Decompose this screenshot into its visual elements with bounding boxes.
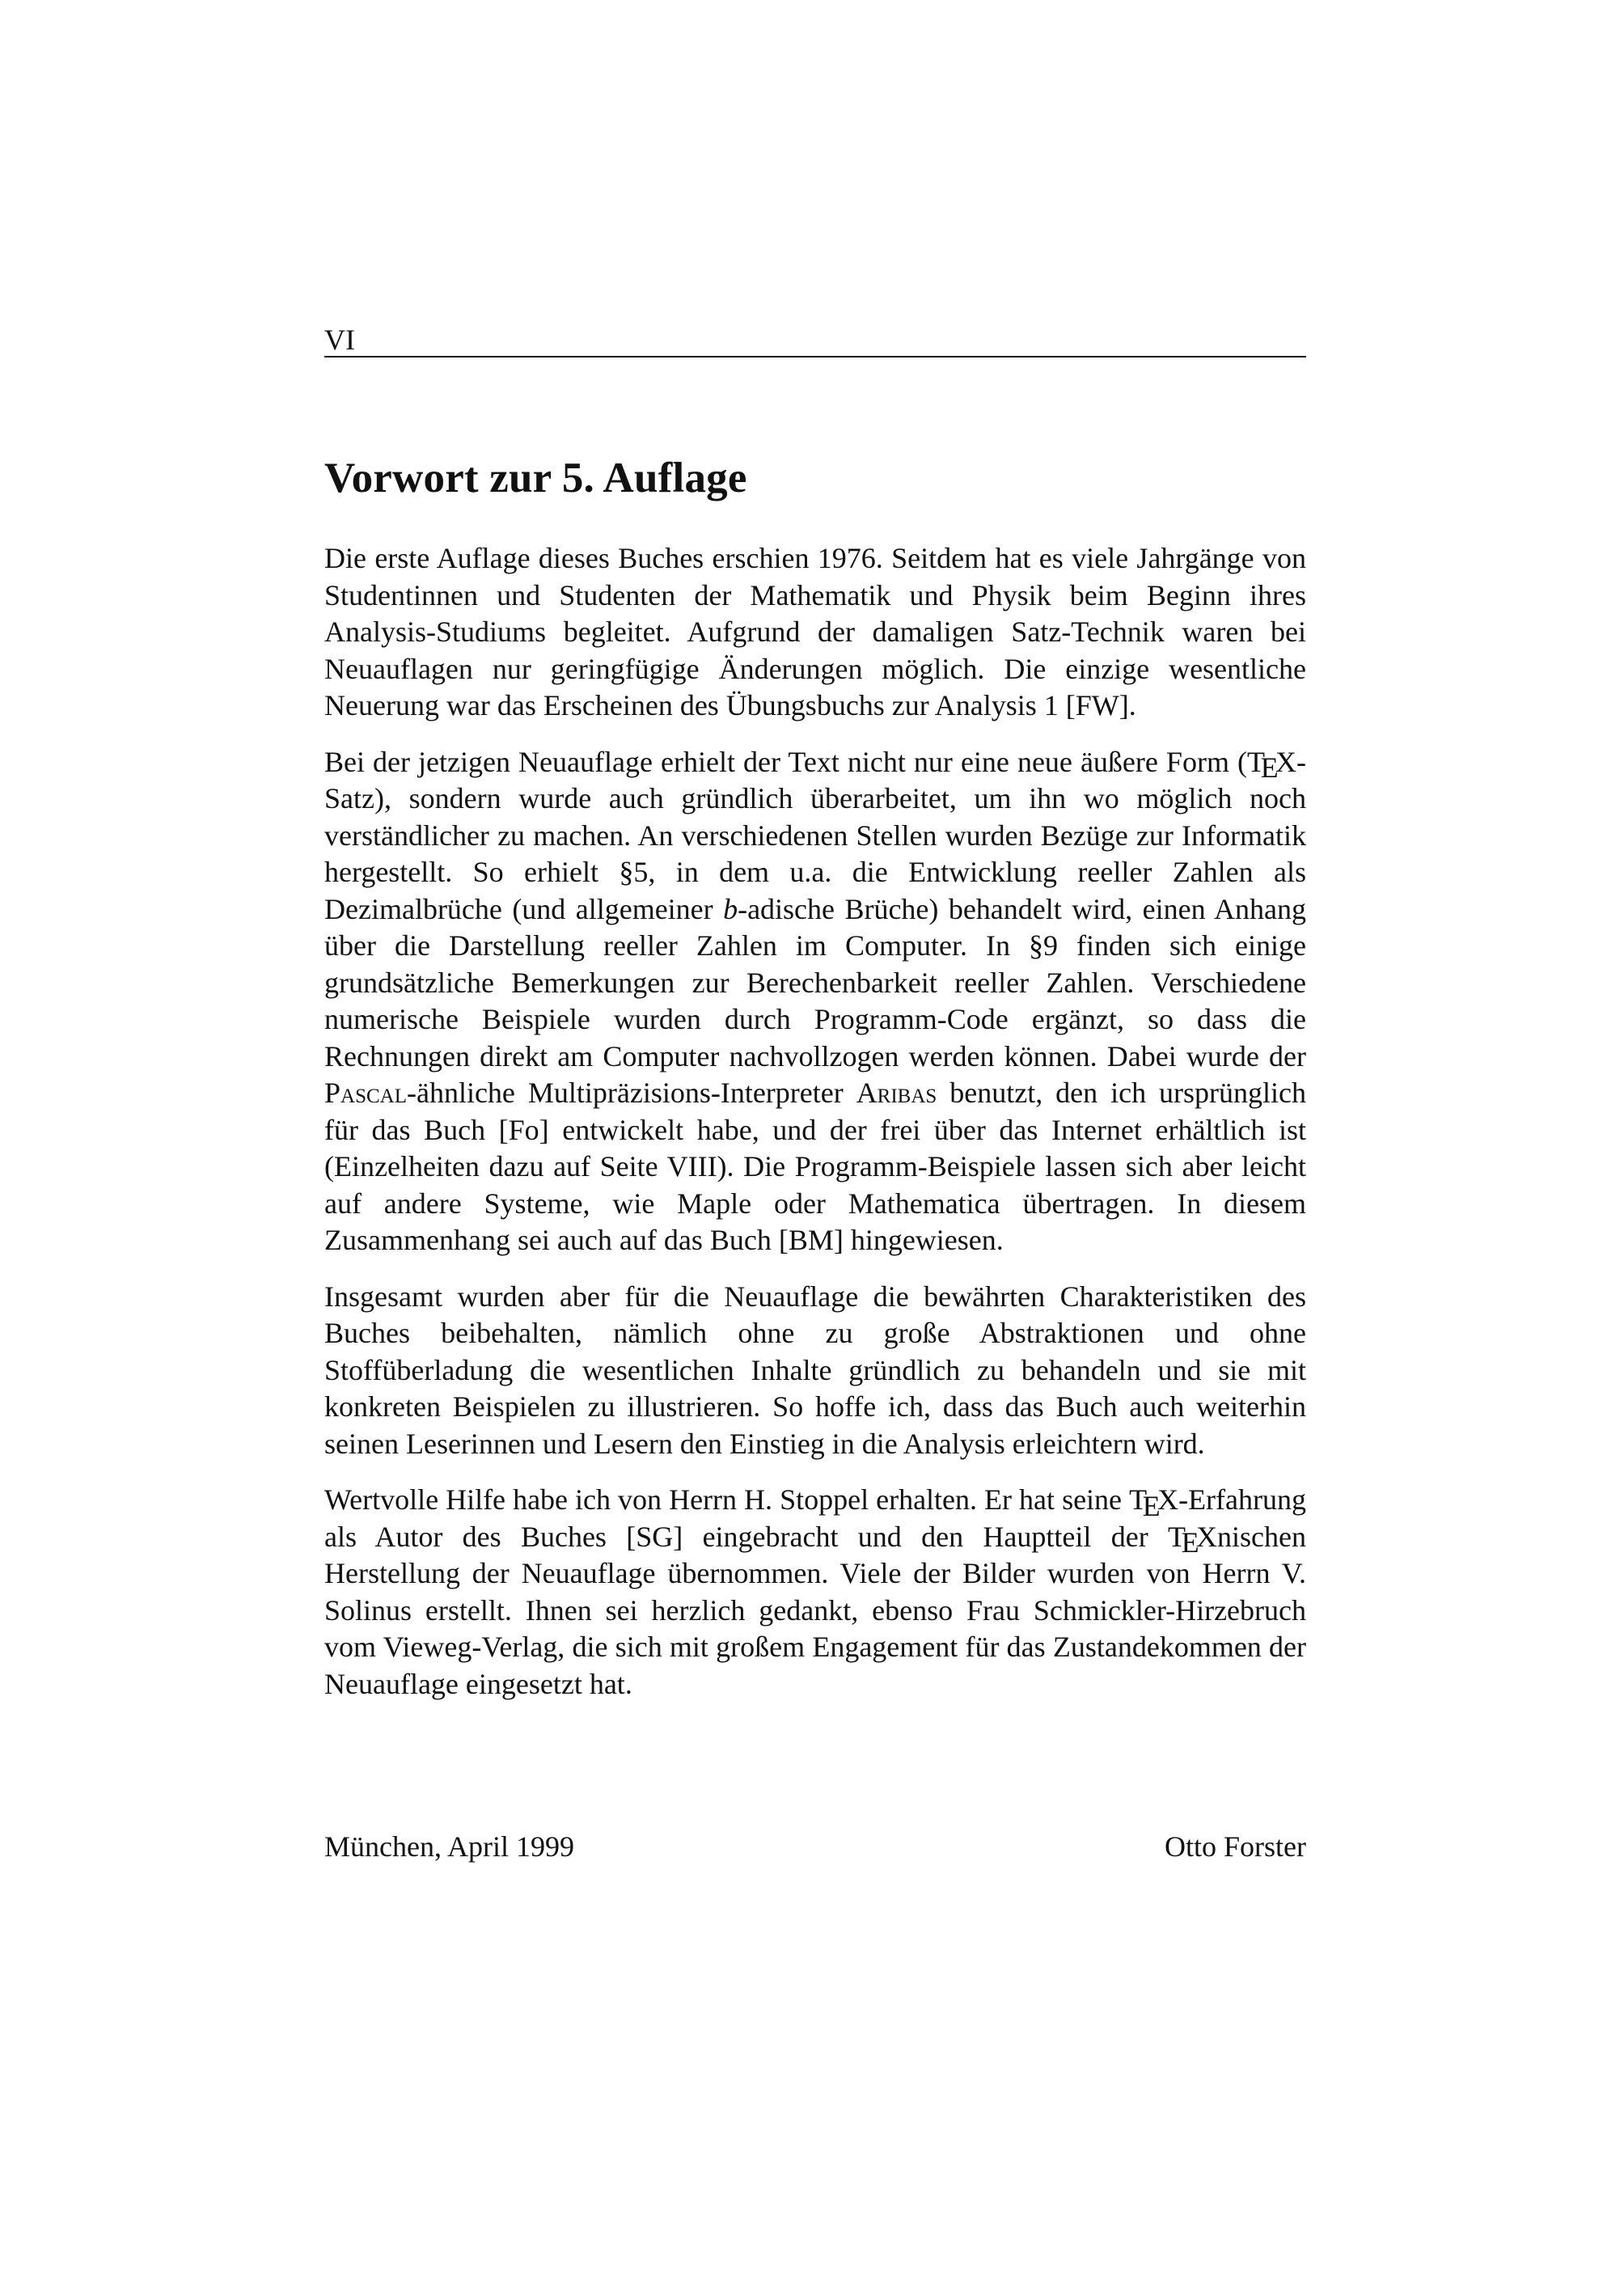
body-text (324, 540, 1306, 1722)
paragraph-4-text-a: Wertvolle Hilfe habe ich von Herrn H. Stoppel erhalten. Er hat seine (324, 1483, 1130, 1516)
tex-logo-x: X (1157, 1483, 1179, 1516)
paragraph-2-text-c: -adische Brüche) behandelt wird, einen Anhang über die Darstellung reeller Zahlen im Computer. In §9 finden sich einige grundsätzliche Bemerkungen zur Berechenbarkeit reeller Zahlen. Verschiedene numerische Beispiele wurden durch Programm-Code ergänzt, so dass die Rechnungen direkt am Computer nachvollzogen werden können. Dabei wurde der (324, 892, 1306, 1072)
paragraph-2 (324, 744, 1306, 1259)
tex-logo-t: T (1246, 745, 1265, 778)
paragraph-4-text-c: nischen Herstellung der Neuauflage übernommen. Viele der Bilder wurden von Herrn V. Solinus erstellt. Ihnen sei herzlich gedankt, ebenso Frau Schmickler-Hirzebruch vom Vieweg-Verlag, die sich mit großem Engagement für das Zustandekommen der Neuauflage eingesetzt hat. (324, 1520, 1306, 1700)
page (324, 322, 1307, 1863)
tex-logo-e: E (1181, 1526, 1199, 1559)
aribas-name: Aribas (856, 1077, 937, 1109)
tex-logo-e: E (1260, 751, 1279, 785)
author-signature: Otto Forster (1165, 1830, 1306, 1863)
paragraph-3: Insgesamt wurden aber für die Neuauflage die bewährten Charakteristiken des Buches beibehalten, nämlich ohne zu große Abstraktionen und ohne Stoffüberladung die wesentlichen Inhalte gründlich zu behandeln und sie mit konkreten Beispielen zu illustrieren. So hoffe ich, dass das Buch auch weiterhin seinen Leserinnen und Lesern den Einstieg in die Analysis erleichtern wird. (324, 1280, 1306, 1460)
tex-logo-t: T (1129, 1483, 1148, 1516)
tex-logo (1246, 744, 1296, 785)
paragraph-1: Die erste Auflage dieses Buches erschien 1976. Seitdem hat es viele Jahrgänge von Studentinnen und Studenten der Mathematik und Physik beim Beginn ihres Analysis-Studiums begleitet. Aufgrund der damaligen Satz-Technik waren bei Neuauflagen nur geringfügige Änderungen möglich. Die einzige wesentliche Neuerung war das Erscheinen des Übungsbuchs zur Analysis 1 [FW]. (324, 542, 1306, 721)
variable-b: b (723, 892, 738, 925)
paragraph-4 (324, 1482, 1306, 1703)
paragraph-2-text-b: -Satz), sondern wurde auch gründlich überarbeitet, um ihn wo möglich noch verständlicher zu machen. An verschiedenen Stellen wurden Bezüge zur Informatik hergestellt. So erhielt §5, in dem u.a. die Entwicklung reeller Zahlen als Dezimalbrüche (und allgemeiner (324, 745, 1306, 925)
page-number: VI (324, 324, 355, 356)
tex-logo (1129, 1482, 1179, 1522)
running-header (324, 322, 1306, 357)
paragraph-4-text-b: -Erfahrung als Autor des Buches [SG] eingebracht und den Hauptteil der (324, 1483, 1306, 1553)
paragraph-2-text-a: Bei der jetzigen Neuauflage erhielt der Text nicht nur eine neue äußere Form ( (324, 745, 1247, 778)
paragraph-2-text-e: benutzt, den ich ursprünglich für das Buch [Fo] entwickelt habe, und der frei über das Internet erhältlich ist (Einzelheiten dazu auf Seite VIII). Die Programm-Beispiele lassen sich aber leicht auf andere Systeme, wie Maple oder Mathematica übertragen. In diesem Zusammenhang sei auch auf das Buch [BM] hingewiesen. (324, 1077, 1307, 1256)
chapter-title: Vorwort zur 5. Auflage (324, 455, 747, 501)
paragraph-2-text-d: -ähnliche Multipräzisions-Interpreter (406, 1077, 856, 1109)
tex-logo-e: E (1142, 1489, 1161, 1522)
closing-line (324, 1829, 1306, 1865)
tex-logo-x: X (1196, 1520, 1218, 1553)
tex-logo-t: T (1168, 1520, 1186, 1553)
tex-logo (1168, 1519, 1218, 1559)
place-date: München, April 1999 (324, 1830, 574, 1863)
pascal-name: Pascal (324, 1077, 407, 1109)
tex-logo-x: X (1275, 745, 1296, 778)
